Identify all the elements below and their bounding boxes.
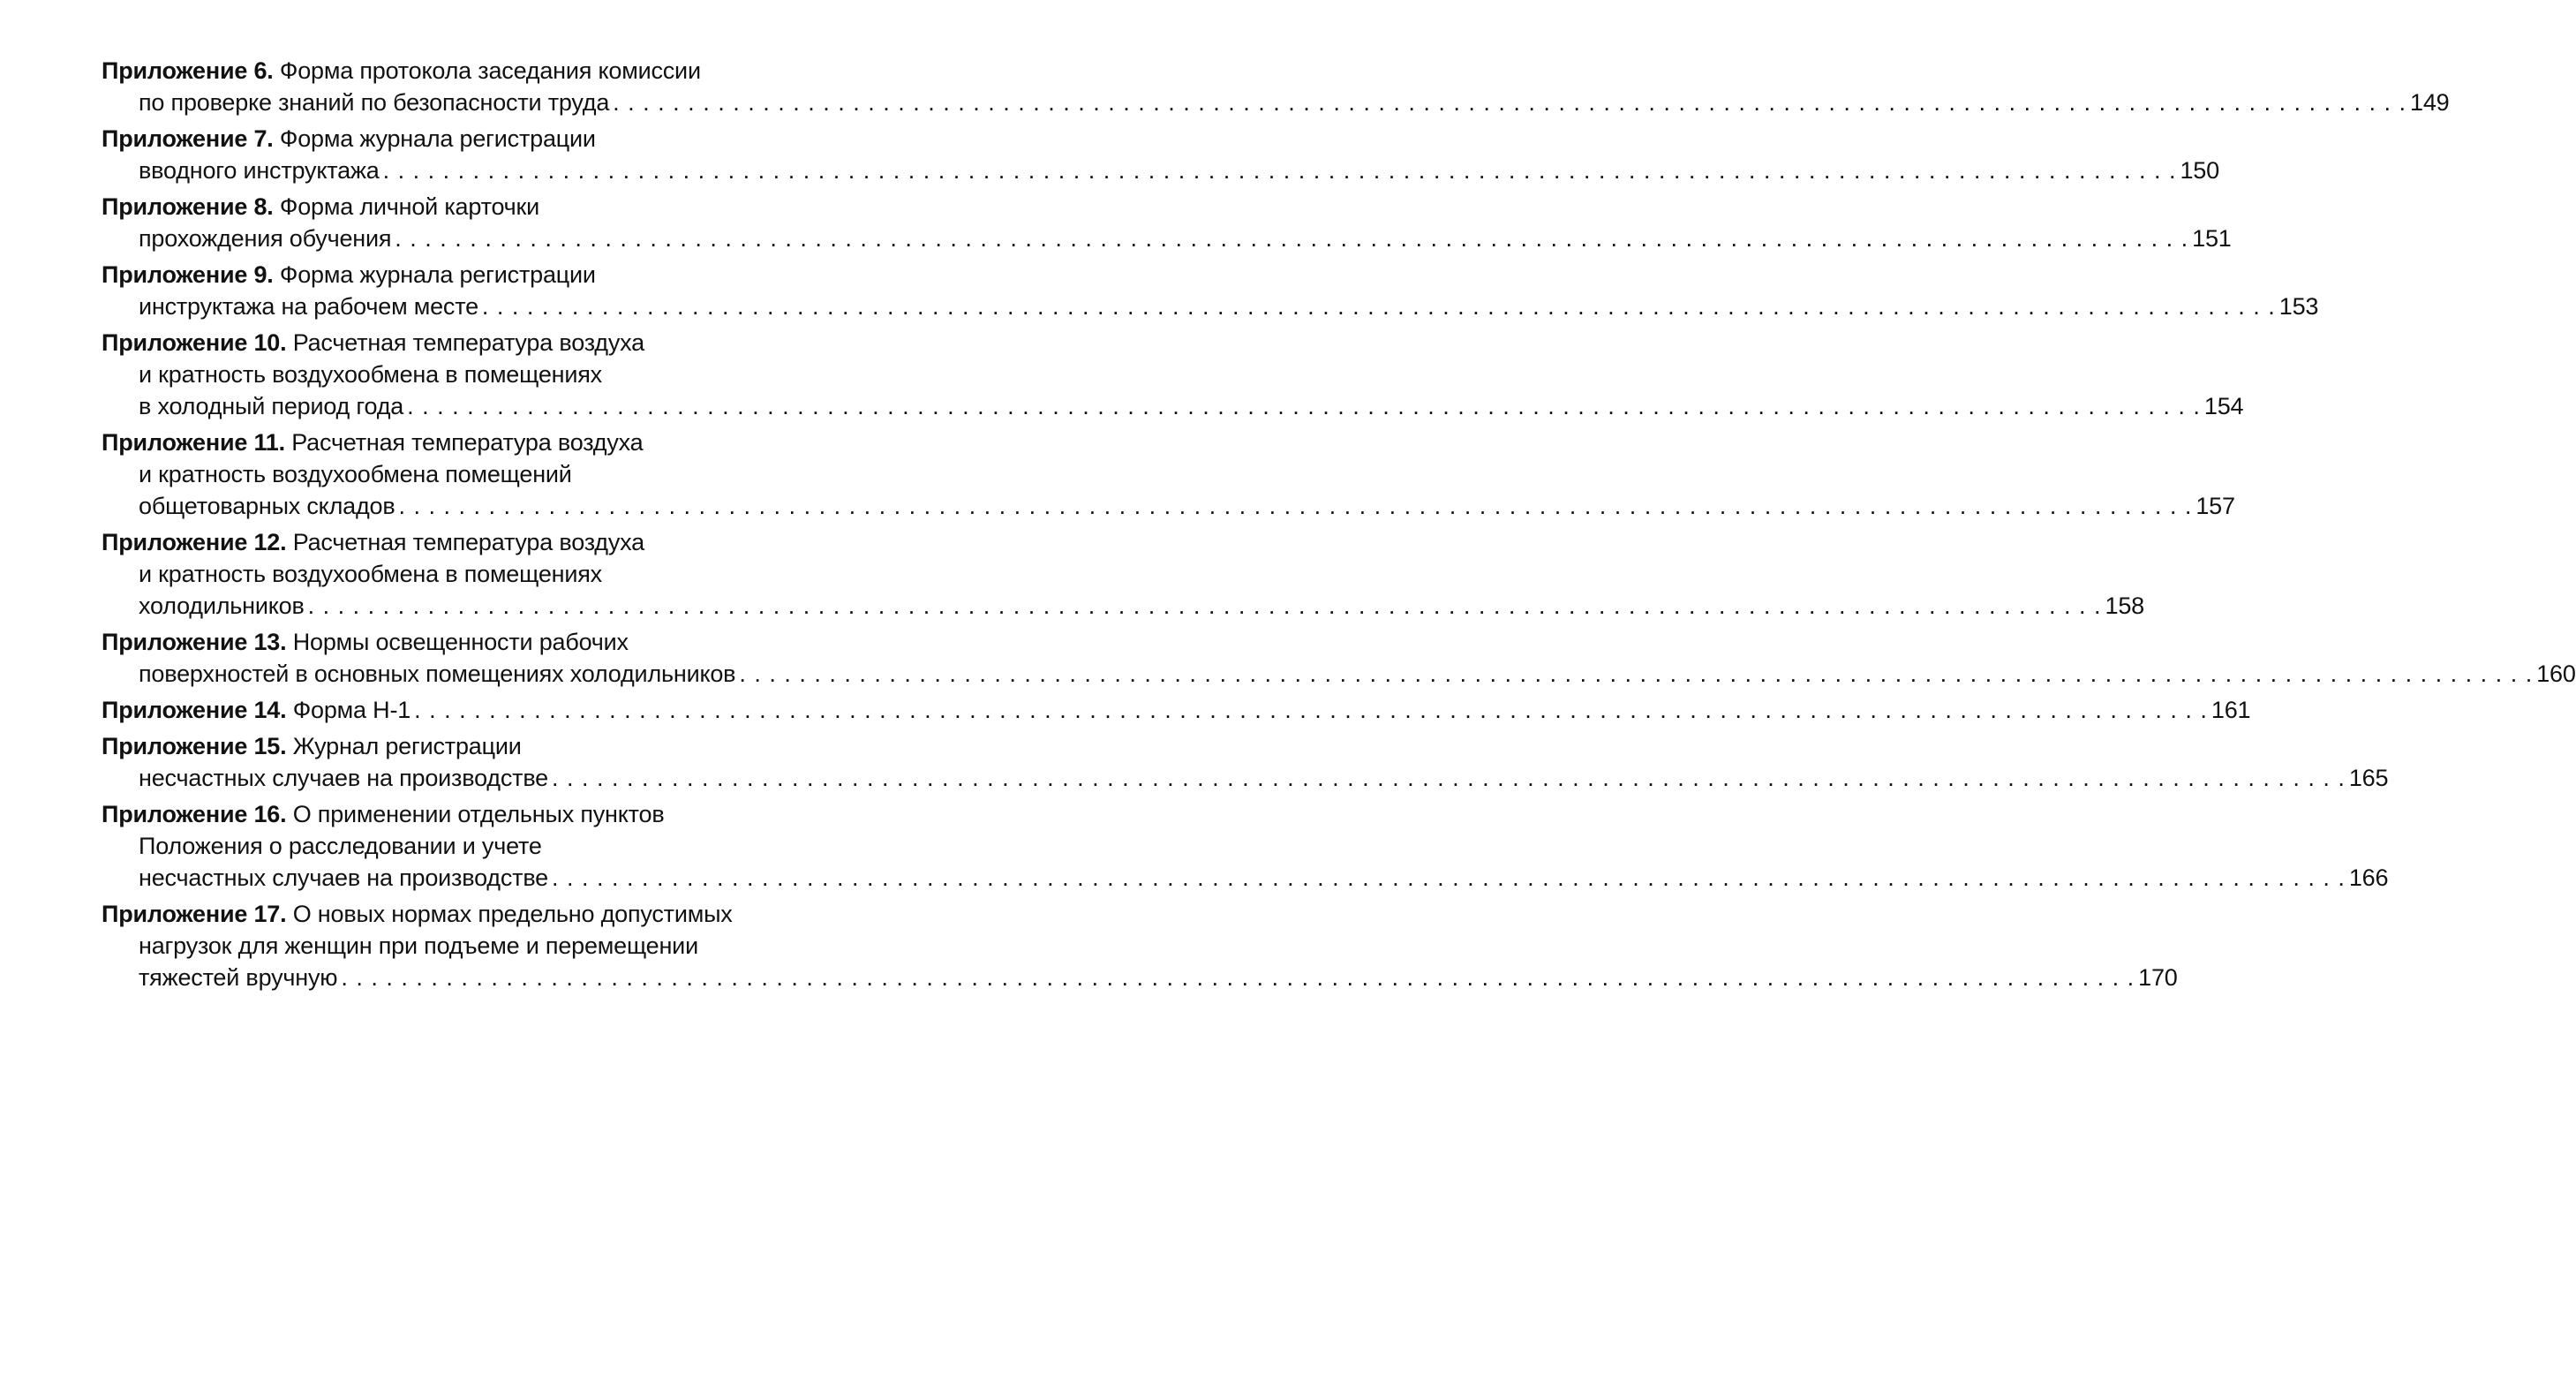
entry-title-line: Расчетная температура воздуха	[292, 529, 644, 555]
dot-leader: . . . . . . . . . . . . . . . . . . . . . . . . . . . . . . . . . . . . . . . . . . . . . . . . . . . . . . . . . . . . . . . . . . . . . . . . . . . . . . . . . . . . . . . . . . . . . . . . . . . . . . . . . . . . . . . . . . . . . . . .	[407, 393, 2201, 419]
toc-entry-last-line	[102, 87, 2450, 118]
entry-title-line: Положения о расследовании и учете	[139, 833, 542, 859]
page-number: 151	[2192, 225, 2232, 252]
toc-entry-first-line	[102, 526, 834, 558]
appendix-label: Приложение 7.	[102, 125, 274, 152]
entry-title-text: поверхностей в основных помещениях холодильников	[139, 661, 736, 687]
entry-title-line	[139, 862, 548, 894]
entry-title-line	[139, 155, 380, 186]
page-number: 165	[2348, 765, 2389, 791]
toc-entry-last-line	[102, 694, 2251, 726]
toc-entry-last-line	[102, 390, 2244, 422]
entry-title-line: и кратность воздухообмена в помещениях	[139, 561, 602, 587]
entry-title-line: О применении отдельных пунктов	[292, 801, 665, 827]
toc-entry	[102, 798, 2389, 894]
appendix-label: Приложение 12.	[102, 529, 287, 555]
entry-title-line	[102, 694, 411, 726]
appendix-label: Приложение 14.	[102, 697, 287, 723]
dot-leader: . . . . . . . . . . . . . . . . . . . . . . . . . . . . . . . . . . . . . . . . . . . . . . . . . . . . . . . . . . . . . . . . . . . . . . . . . . . . . . . . . . . . . . . . . . . . . . . . . . . . . . . . . . . . . . . . . . . . . . . .	[398, 493, 2193, 519]
entry-title-text: инструктажа на рабочем месте	[139, 293, 478, 320]
page-number: 170	[2138, 964, 2178, 991]
toc-entry-first-line	[102, 427, 834, 458]
entry-title-line	[139, 490, 395, 522]
toc-entry-last-line	[102, 862, 2389, 894]
toc-entry-first-line	[102, 898, 834, 930]
appendix-label: Приложение 15.	[102, 733, 287, 759]
appendix-label: Приложение 17.	[102, 901, 287, 927]
toc-entry	[102, 694, 2251, 726]
entry-title-line	[139, 87, 609, 118]
appendix-label: Приложение 6.	[102, 57, 274, 84]
toc-entry	[102, 427, 2235, 522]
appendix-label: Приложение 10.	[102, 329, 287, 356]
dot-leader: . . . . . . . . . . . . . . . . . . . . . . . . . . . . . . . . . . . . . . . . . . . . . . . . . . . . . . . . . . . . . . . . . . . . . . . . . . . . . . . . . . . . . . . . . . . . . . . . . . . . . . . . . . . . . . . . . . . . . . . .	[551, 864, 2346, 891]
toc-entry-first-line	[102, 259, 834, 291]
dot-leader: . . . . . . . . . . . . . . . . . . . . . . . . . . . . . . . . . . . . . . . . . . . . . . . . . . . . . . . . . . . . . . . . . . . . . . . . . . . . . . . . . . . . . . . . . . . . . . . . . . . . . . . . . . . . . . . . . . . . . . . .	[414, 697, 2208, 723]
page-number: 150	[2180, 157, 2219, 184]
entry-title-text: несчастных случаев на производстве	[139, 765, 548, 791]
dot-leader: . . . . . . . . . . . . . . . . . . . . . . . . . . . . . . . . . . . . . . . . . . . . . . . . . . . . . . . . . . . . . . . . . . . . . . . . . . . . . . . . . . . . . . . . . . . . . . . . . . . . . . . . . . . . . . . . . . . . . . . .	[307, 593, 2102, 619]
page-number: 166	[2348, 864, 2389, 891]
toc-entry-last-line	[102, 291, 2319, 322]
entry-title-line	[139, 658, 735, 690]
entry-title-line: Форма журнала регистрации	[279, 125, 596, 152]
page-number: 153	[2278, 293, 2319, 320]
entry-title-text: вводного инструктажа	[139, 157, 380, 184]
dot-leader: . . . . . . . . . . . . . . . . . . . . . . . . . . . . . . . . . . . . . . . . . . . . . . . . . . . . . . . . . . . . . . . . . . . . . . . . . . . . . . . . . . . . . . . . . . . . . . . . . . . . . . . . . . . . . . . . . . . . . . . .	[613, 89, 2407, 116]
entry-title-line	[139, 390, 403, 422]
entry-title-text: по проверке знаний по безопасности труда	[139, 89, 610, 116]
entry-title-line: Журнал регистрации	[292, 733, 522, 759]
toc-entry	[102, 55, 2450, 118]
toc-entry-last-line	[102, 490, 2235, 522]
toc-entry-last-line	[102, 590, 2144, 622]
page-number: 158	[2105, 593, 2144, 619]
entry-title-text: в холодный период года	[139, 393, 404, 419]
page-number: 149	[2410, 89, 2450, 116]
entry-title-line: Форма журнала регистрации	[279, 261, 596, 288]
toc-entry	[102, 730, 2389, 794]
entry-title-text: прохождения обучения	[139, 225, 392, 252]
entry-title-line: Форма протокола заседания комиссии	[279, 57, 701, 84]
appendix-label: Приложение 8.	[102, 193, 274, 220]
dot-leader: . . . . . . . . . . . . . . . . . . . . . . . . . . . . . . . . . . . . . . . . . . . . . . . . . . . . . . . . . . . . . . . . . . . . . . . . . . . . . . . . . . . . . . . . . . . . . . . . . . . . . . . . . . . . . . . . . . . . . . . .	[551, 765, 2346, 791]
toc-entry-first-line	[102, 327, 834, 359]
page-number: 161	[2211, 697, 2251, 723]
entry-title-line: Расчетная температура воздуха	[291, 429, 644, 456]
toc-entry-last-line	[102, 962, 2178, 993]
toc-entry-last-line	[102, 223, 2232, 254]
entry-title-line	[139, 962, 337, 993]
entry-title-line: и кратность воздухообмена помещений	[139, 461, 572, 487]
toc-entry-first-line	[102, 798, 834, 830]
entry-title-line	[139, 291, 478, 322]
table-of-contents	[102, 55, 2576, 998]
dot-leader: . . . . . . . . . . . . . . . . . . . . . . . . . . . . . . . . . . . . . . . . . . . . . . . . . . . . . . . . . . . . . . . . . . . . . . . . . . . . . . . . . . . . . . . . . . . . . . . . . . . . . . . . . . . . . . . . . . . . . . . .	[341, 964, 2135, 991]
entry-title-text: несчастных случаев на производстве	[139, 864, 548, 891]
toc-entry-first-line	[102, 626, 834, 658]
page-number: 157	[2196, 493, 2235, 519]
entry-title-line	[139, 223, 391, 254]
toc-entry	[102, 327, 2244, 422]
appendix-label: Приложение 16.	[102, 801, 287, 827]
toc-entry	[102, 123, 2219, 186]
toc-entry	[102, 526, 2144, 622]
toc-entry	[102, 626, 2576, 690]
dot-leader: . . . . . . . . . . . . . . . . . . . . . . . . . . . . . . . . . . . . . . . . . . . . . . . . . . . . . . . . . . . . . . . . . . . . . . . . . . . . . . . . . . . . . . . . . . . . . . . . . . . . . . . . . . . . . . . . . . . . . . . .	[739, 661, 2534, 687]
appendix-label: Приложение 11.	[102, 429, 285, 456]
entry-title-line: Расчетная температура воздуха	[292, 329, 644, 356]
entry-title-line: нагрузок для женщин при подъеме и перемещении	[139, 932, 698, 959]
entry-title-line	[139, 762, 548, 794]
entry-title-text: Форма Н-1	[292, 697, 411, 723]
appendix-label: Приложение 13.	[102, 629, 287, 655]
entry-title-line: Нормы освещенности рабочих	[292, 629, 629, 655]
dot-leader: . . . . . . . . . . . . . . . . . . . . . . . . . . . . . . . . . . . . . . . . . . . . . . . . . . . . . . . . . . . . . . . . . . . . . . . . . . . . . . . . . . . . . . . . . . . . . . . . . . . . . . . . . . . . . . . . . . . . . . . .	[481, 293, 2276, 320]
toc-entry-last-line	[102, 762, 2389, 794]
entry-title-line: и кратность воздухообмена в помещениях	[139, 361, 602, 388]
page-number: 160	[2536, 661, 2576, 687]
toc-entry-first-line	[102, 730, 834, 762]
page-number: 154	[2203, 393, 2244, 419]
entry-title-line: Форма личной карточки	[279, 193, 540, 220]
toc-entry-first-line	[102, 191, 834, 223]
entry-title-text: общетоварных складов	[139, 493, 395, 519]
toc-entry-first-line	[102, 123, 834, 155]
toc-entry	[102, 191, 2232, 254]
entry-title-text: тяжестей вручную	[139, 964, 338, 991]
entry-title-line	[139, 590, 305, 622]
toc-entry	[102, 259, 2319, 322]
appendix-label: Приложение 9.	[102, 261, 274, 288]
toc-entry-last-line	[102, 155, 2219, 186]
entry-title-text: холодильников	[139, 593, 305, 619]
dot-leader: . . . . . . . . . . . . . . . . . . . . . . . . . . . . . . . . . . . . . . . . . . . . . . . . . . . . . . . . . . . . . . . . . . . . . . . . . . . . . . . . . . . . . . . . . . . . . . . . . . . . . . . . . . . . . . . . . . . . . . . .	[395, 225, 2189, 252]
toc-entry-last-line	[102, 658, 2576, 690]
entry-title-line: О новых нормах предельно допустимых	[292, 901, 733, 927]
toc-entry	[102, 898, 2178, 993]
dot-leader: . . . . . . . . . . . . . . . . . . . . . . . . . . . . . . . . . . . . . . . . . . . . . . . . . . . . . . . . . . . . . . . . . . . . . . . . . . . . . . . . . . . . . . . . . . . . . . . . . . . . . . . . . . . . . . . . . . . . . . . .	[382, 157, 2177, 184]
toc-entry-first-line	[102, 55, 834, 87]
